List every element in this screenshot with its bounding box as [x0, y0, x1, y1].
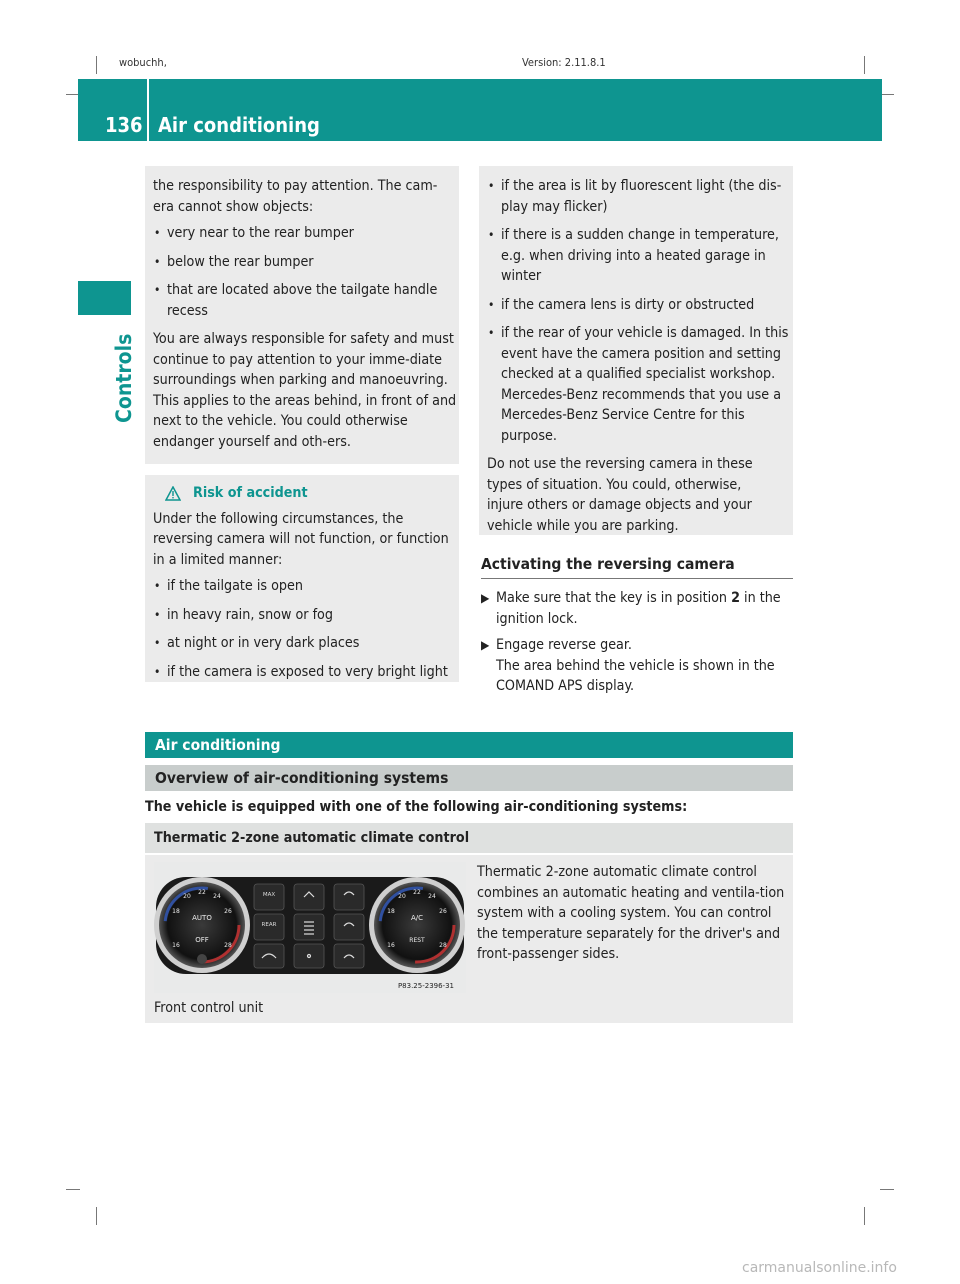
image-code: P83.25-2396-31 [397, 982, 454, 990]
left-dial-label: 20 [183, 893, 191, 900]
list-item: • at night or in very dark places [153, 633, 458, 654]
list-item: • if the camera lens is dirty or obstructed [487, 295, 789, 316]
crop-mark [96, 56, 97, 74]
step-text: Make sure that the key is in position [496, 590, 732, 606]
crop-mark [66, 1189, 80, 1190]
right-dial-label: 18 [387, 908, 395, 915]
instruction-step [481, 635, 796, 697]
off-button-label: OFF [195, 936, 209, 944]
info-box-limitations [479, 166, 793, 535]
subsection-title-bar [145, 765, 793, 791]
list-item: • if the camera is exposed to very bright light [153, 662, 458, 683]
right-dial-label: 20 [398, 893, 406, 900]
side-tab-block [78, 281, 131, 315]
meta-left: wobuchh, [119, 56, 167, 69]
side-tab-label: Controls [112, 333, 136, 423]
warning-triangle-icon [165, 486, 181, 501]
step-result: The area behind the vehicle is shown in the COMAND APS display. [496, 657, 775, 694]
step-key-position: 2 [731, 590, 740, 606]
crop-mark [864, 56, 865, 74]
list-item: • very near to the rear bumper [153, 223, 451, 244]
step-arrow-icon: ▶ [481, 591, 490, 605]
control-unit-graphic [154, 862, 466, 993]
section-title: Air conditioning [155, 736, 281, 754]
ac-button-label: A/C [410, 914, 424, 922]
box-closing: You are always responsible for safety and must continue to pay attention to your imme-diate surroundings when parking and manoeuvring. This applies to the areas behind, in front of and next to the vehicle. You could otherwise endanger yourself and oth-ers. [153, 331, 457, 450]
bullet-list [487, 176, 789, 446]
table-heading: Thermatic 2-zone automatic climate control [154, 830, 470, 846]
left-dial-label: 26 [224, 908, 232, 915]
right-dial-label: 22 [413, 889, 421, 896]
header-divider [147, 79, 149, 141]
meta-right: Version: 2.11.8.1 [522, 56, 606, 69]
control-unit-image [154, 862, 466, 993]
watermark: carmanualsonline.info [742, 1260, 897, 1276]
left-dial-label: 22 [198, 889, 206, 896]
list-item: • below the rear bumper [153, 252, 451, 273]
list-item: • if the tailgate is open [153, 576, 458, 597]
page-number: 136 [105, 113, 143, 137]
right-dial-label: 26 [439, 908, 447, 915]
rest-button-label: REST [409, 937, 425, 944]
image-caption: Front control unit [154, 1000, 264, 1016]
list-item: • if there is a sudden change in temperature, e.g. when driving into a heated garage in winter [487, 225, 789, 287]
warning-intro: Under the following circumstances, the reversing camera will not function, or function in a limited manner: [153, 510, 449, 568]
left-dial-label: 24 [213, 893, 221, 900]
section-heading: Activating the reversing camera [481, 555, 793, 579]
side-tab [112, 323, 142, 423]
warning-title: Risk of accident [193, 485, 308, 501]
auto-button-label: AUTO [192, 914, 212, 922]
list-item: • if the rear of your vehicle is damaged. In this event have the camera position and setting checked at a qualified specialist workshop. Mercedes-Benz recommends that you use a Mercedes-Benz Service Centre for this purpose. [487, 323, 789, 446]
instruction-step [481, 588, 796, 629]
instruction-steps [481, 588, 796, 703]
step-text: Engage reverse gear. [496, 637, 632, 653]
list-item: • in heavy rain, snow or fog [153, 605, 458, 626]
right-dial-label: 24 [428, 893, 436, 900]
rear-defrost-label: REAR [261, 922, 277, 928]
left-dial-label: 16 [172, 942, 180, 949]
bullet-list [153, 576, 458, 682]
max-defrost-label: MAX [262, 892, 276, 898]
section-title-bar [145, 732, 793, 758]
crop-mark [96, 1207, 97, 1225]
page-title: Air conditioning [158, 113, 320, 137]
step-text: in the ignition lock. [496, 590, 781, 627]
step-arrow-icon: ▶ [481, 638, 490, 652]
section-intro: The vehicle is equipped with one of the following air-conditioning systems: [145, 799, 688, 815]
list-item: • if the area is lit by fluorescent light (the dis-play may flicker) [487, 176, 789, 217]
subsection-title: Overview of air-conditioning systems [155, 769, 449, 787]
warning-box [145, 475, 459, 682]
left-dial-label: 28 [224, 942, 232, 949]
crop-mark [880, 94, 894, 95]
box-closing: Do not use the reversing camera in these types of situation. You could, otherwise, injure others or damage objects and your vehicle while you are parking. [487, 456, 753, 534]
crop-mark [864, 1207, 865, 1225]
box-intro: the responsibility to pay attention. The cam-era cannot show objects: [153, 178, 438, 215]
table-heading-bar [145, 823, 793, 853]
list-item: • that are located above the tailgate handle recess [153, 280, 451, 321]
right-dial-label: 28 [439, 942, 447, 949]
bullet-list [153, 223, 451, 321]
info-box-camera [145, 166, 459, 464]
warning-heading [165, 483, 459, 504]
right-dial-label: 16 [387, 942, 395, 949]
left-dial-label: 18 [172, 908, 180, 915]
crop-mark [880, 1189, 894, 1190]
table-description: Thermatic 2-zone automatic climate control combines an automatic heating and ventila-tion system with a cooling system. You can control the temperature separately for the driver's and front-passenger sides. [477, 864, 785, 962]
